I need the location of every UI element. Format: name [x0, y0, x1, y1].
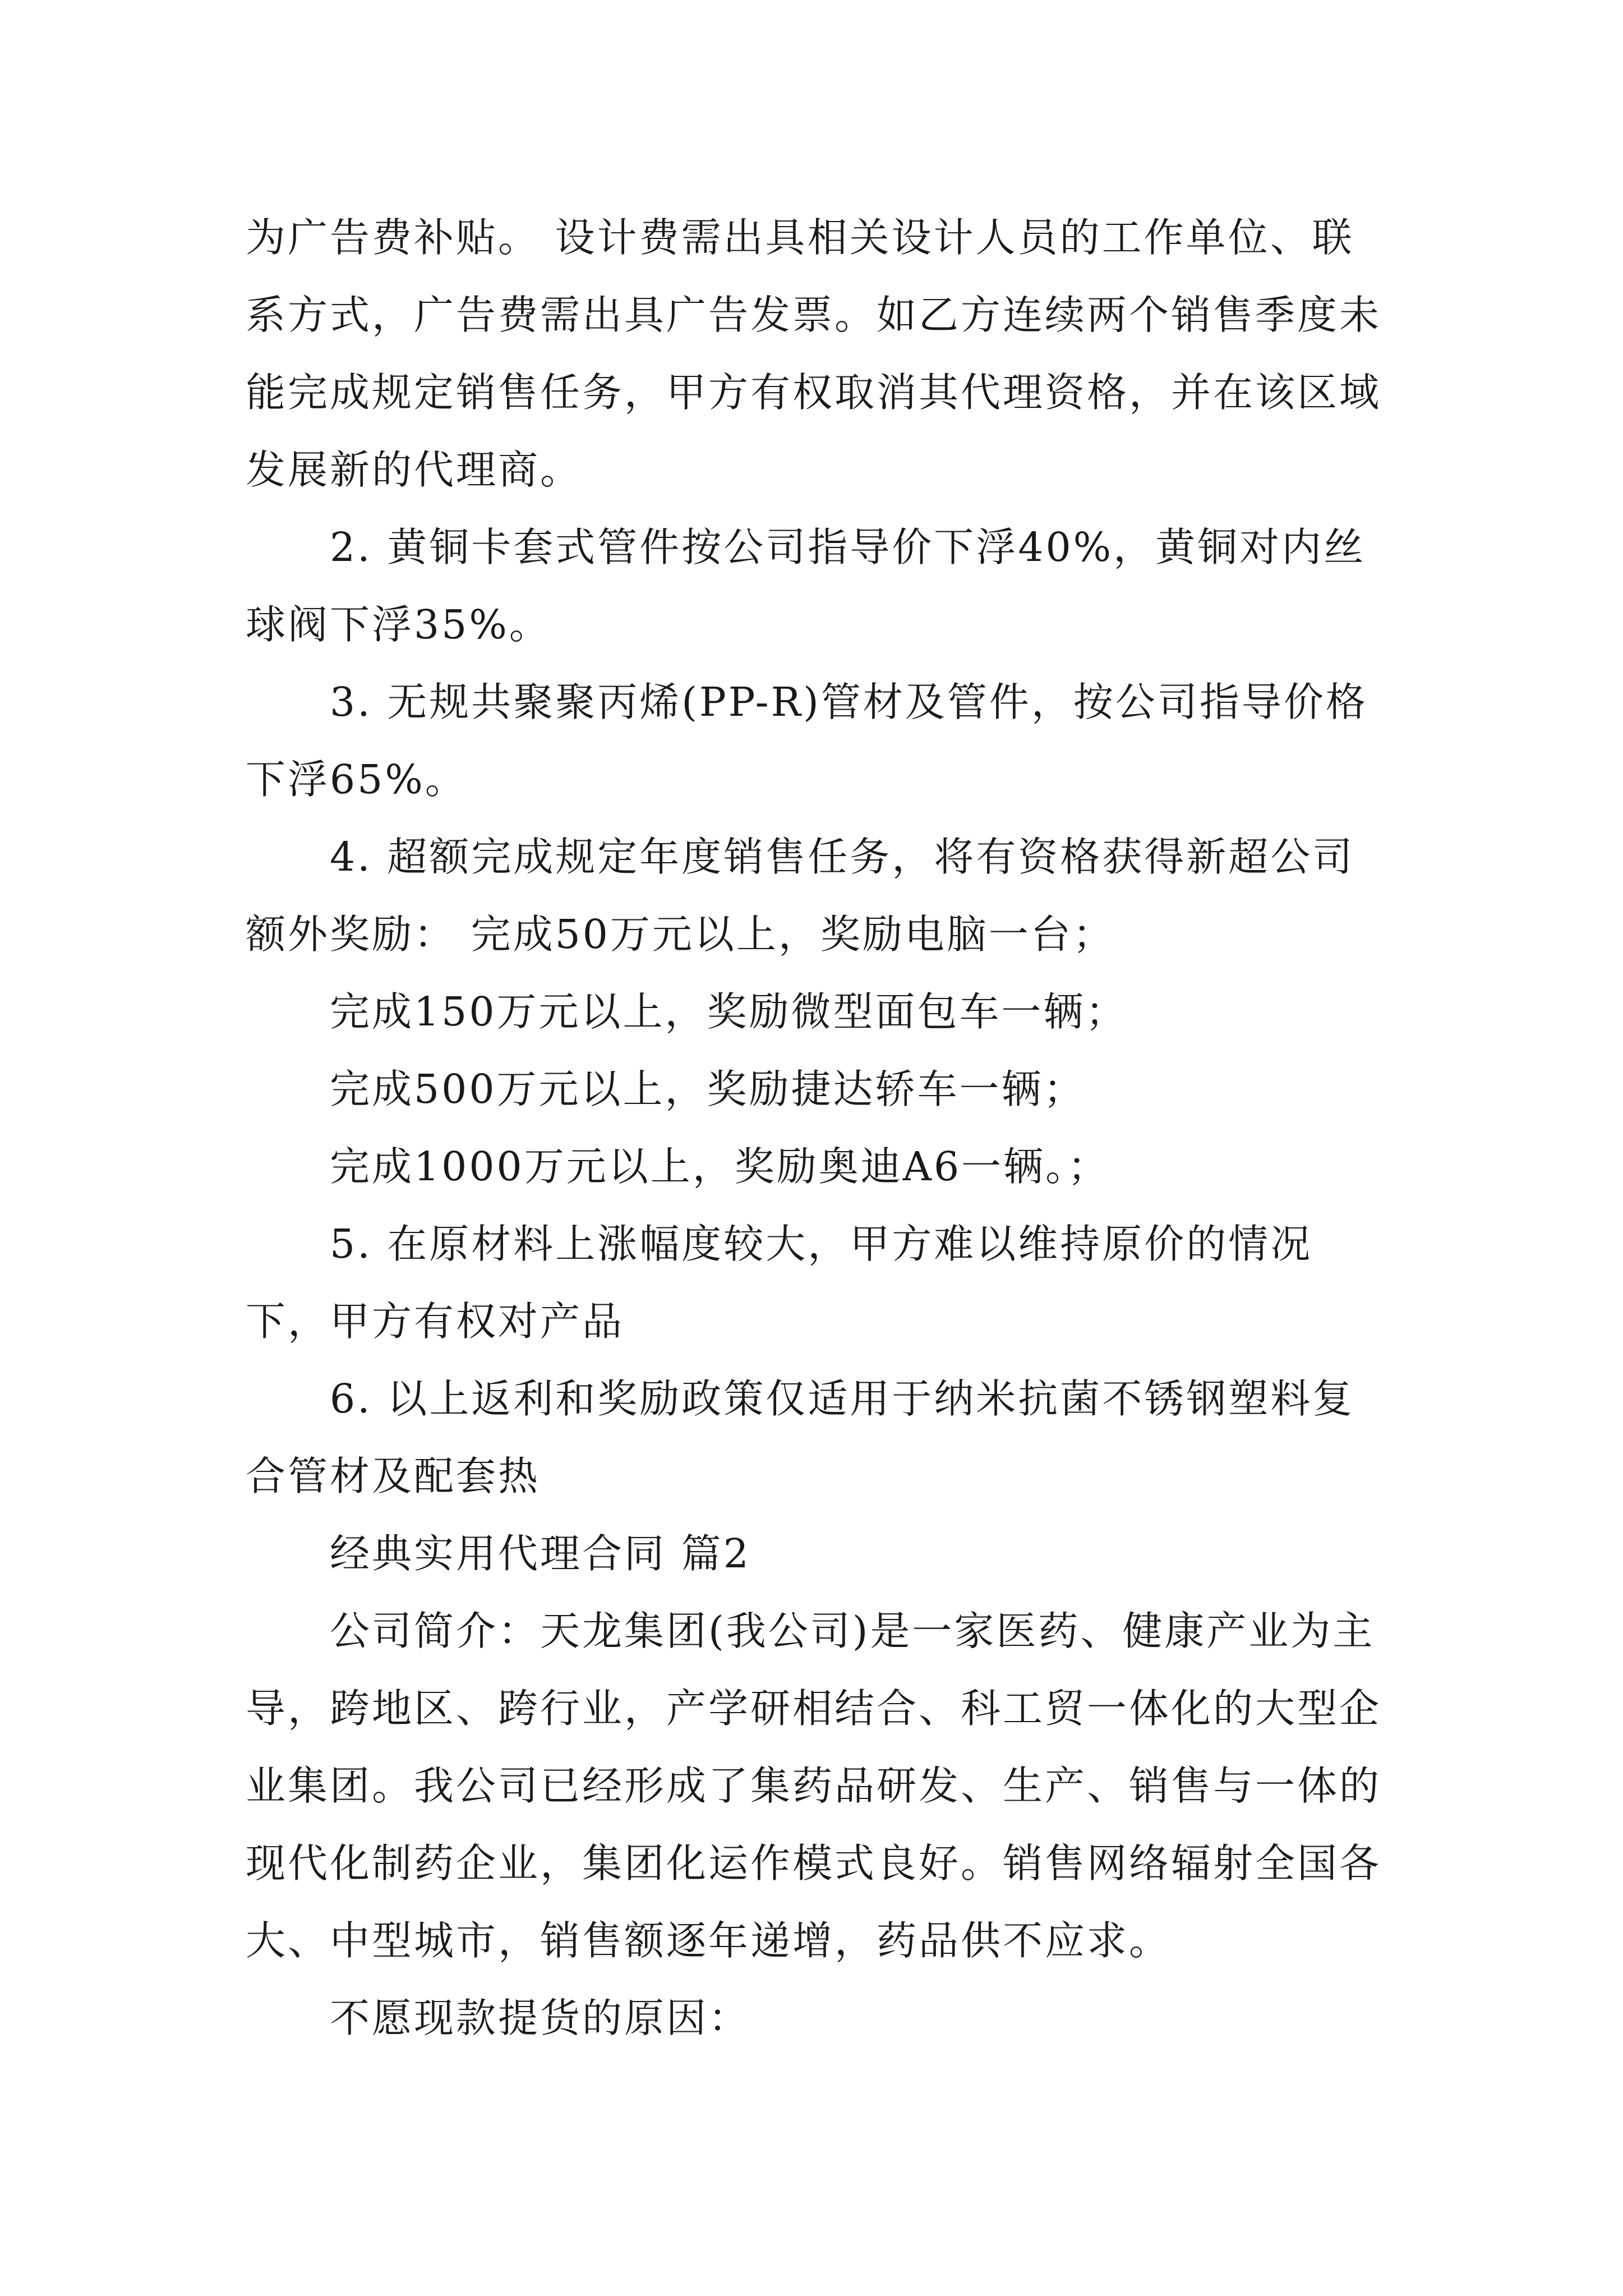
document-body — [246, 199, 1384, 2057]
paragraph-ad-subsidy: 为广告费补贴。 设计费需出具相关设计人员的工作单位、联系方式，广告费需出具广告发票。如乙方连续两个销售季度未能完成规定销售任务，甲方有权取消其代理资格，并在该区域发展新的代理商。 — [246, 214, 1382, 493]
paragraph-company-intro: 公司简介：天龙集团(我公司)是一家医药、健康产业为主导，跨地区、跨行业，产学研相结合、科工贸一体化的大型企业集团。我公司已经形成了集药品研发、生产、销售与一体的现代化制药企业，集团化运作模式良好。销售网络辐射全国各大、中型城市，销售额逐年递增，药品供不应求。 — [246, 1608, 1382, 1964]
paragraph-item-6: 6. 以上返利和奖励政策仅适用于纳米抗菌不锈钢塑料复合管材及配套热 — [246, 1375, 1355, 1499]
paragraph-item-5: 5. 在原材料上涨幅度较大，甲方难以维持原价的情况下，甲方有权对产品 — [246, 1221, 1313, 1345]
section-heading: 经典实用代理合同 篇2 — [330, 1530, 751, 1577]
reward-line-500: 完成500万元以上，奖励捷达轿车一辆； — [330, 1066, 1086, 1112]
paragraph-reasons-heading: 不愿现款提货的原因： — [330, 1995, 751, 2041]
reward-line-1000: 完成1000万元以上，奖励奥迪A6一辆。； — [330, 1143, 1110, 1190]
reward-line-150: 完成150万元以上，奖励微型面包车一辆； — [330, 988, 1128, 1035]
paragraph-item-2: 2. 黄铜卡套式管件按公司指导价下浮40%，黄铜对内丝球阀下浮35%。 — [246, 524, 1366, 648]
paragraph-item-4: 4. 超额完成规定年度销售任务，将有资格获得新超公司额外奖励： 完成50万元以上，奖励电脑一台； — [246, 834, 1355, 958]
paragraph-item-3: 3. 无规共聚聚丙烯(PP-R)管材及管件，按公司指导价格下浮65%。 — [246, 679, 1368, 803]
